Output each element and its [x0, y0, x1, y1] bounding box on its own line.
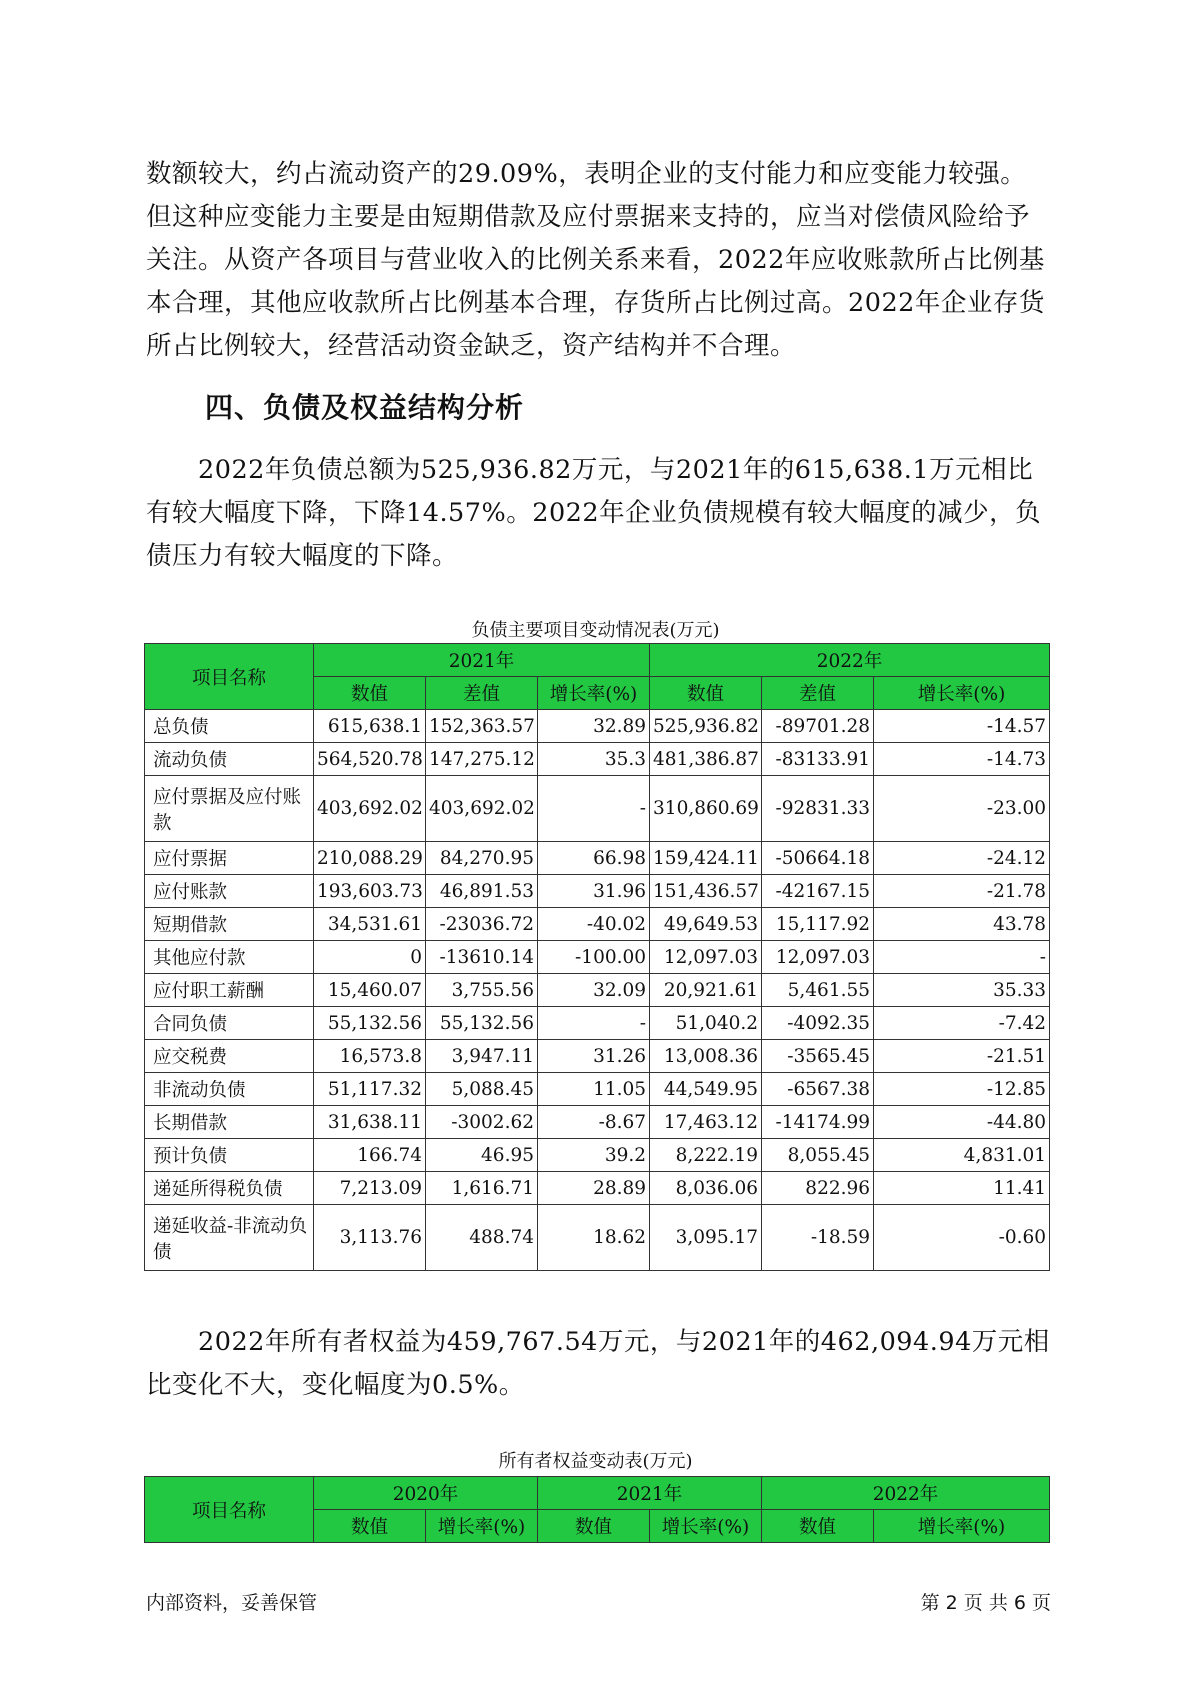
- table-row: [145, 908, 1050, 941]
- table-cell: 20,921.61: [650, 974, 762, 1007]
- column-header: 增长率(%): [874, 677, 1050, 710]
- row-label: 应付票据及应付账款: [145, 776, 314, 842]
- table-cell: -44.80: [874, 1106, 1050, 1139]
- table-cell: 3,755.56: [426, 974, 538, 1007]
- table-cell: -23.00: [874, 776, 1050, 842]
- table-cell: 55,132.56: [314, 1007, 426, 1040]
- table-cell: 28.89: [538, 1172, 650, 1205]
- row-label: 合同负债: [145, 1007, 314, 1040]
- table-cell: 159,424.11: [650, 842, 762, 875]
- table-cell: -8.67: [538, 1106, 650, 1139]
- column-header: 项目名称: [145, 644, 314, 710]
- table-cell: 8,055.45: [762, 1139, 874, 1172]
- body-paragraph: 数额较大，约占流动资产的29.09%，表明企业的支付能力和应变能力较强。但这种应变能力主要是由短期借款及应付票据来支持的，应当对偿债风险给予关注。从资产各项目与营业收入的比例关系来看，2022年应收账款所占比例基本合理，其他应收款所占比例基本合理，存货所占比例过高。2022年企业存货所占比例较大，经营活动资金缺乏，资产结构并不合理。: [146, 159, 1045, 361]
- equity-table: [144, 1476, 1050, 1543]
- table-cell: 12,097.03: [650, 941, 762, 974]
- table-cell: 310,860.69: [650, 776, 762, 842]
- table-cell: 5,461.55: [762, 974, 874, 1007]
- section-heading: 四、负债及权益结构分析: [205, 391, 525, 424]
- column-header: 数值: [650, 677, 762, 710]
- table-cell: 32.89: [538, 710, 650, 743]
- table-cell: 51,040.2: [650, 1007, 762, 1040]
- table-cell: 49,649.53: [650, 908, 762, 941]
- table-cell: 3,095.17: [650, 1205, 762, 1271]
- table-cell: 46.95: [426, 1139, 538, 1172]
- table-cell: 7,213.09: [314, 1172, 426, 1205]
- table-cell: -21.51: [874, 1040, 1050, 1073]
- row-label: 总负债: [145, 710, 314, 743]
- column-header: 2021年: [538, 1477, 762, 1510]
- table-cell: 152,363.57: [426, 710, 538, 743]
- table-row: [145, 974, 1050, 1007]
- table-cell: -42167.15: [762, 875, 874, 908]
- table-cell: 51,117.32: [314, 1073, 426, 1106]
- table-cell: 32.09: [538, 974, 650, 1007]
- table-cell: -21.78: [874, 875, 1050, 908]
- table-caption: 负债主要项目变动情况表(万元): [471, 620, 720, 641]
- table-cell: -14174.99: [762, 1106, 874, 1139]
- table-row: [145, 941, 1050, 974]
- table-row: [145, 710, 1050, 743]
- column-header: 数值: [314, 677, 426, 710]
- table-row: [145, 1106, 1050, 1139]
- table-cell: 615,638.1: [314, 710, 426, 743]
- table-cell: -3002.62: [426, 1106, 538, 1139]
- column-header: 2021年: [314, 644, 650, 677]
- column-header: 数值: [538, 1510, 650, 1543]
- table-cell: 11.05: [538, 1073, 650, 1106]
- column-header: 数值: [762, 1510, 874, 1543]
- table-row: [145, 842, 1050, 875]
- column-header: 增长率(%): [538, 677, 650, 710]
- table-cell: 13,008.36: [650, 1040, 762, 1073]
- table-cell: -12.85: [874, 1073, 1050, 1106]
- table-cell: -14.73: [874, 743, 1050, 776]
- footer-note: 内部资料，妥善保管: [146, 1592, 318, 1614]
- table-cell: -83133.91: [762, 743, 874, 776]
- table-cell: 31.96: [538, 875, 650, 908]
- table-cell: -: [538, 1007, 650, 1040]
- table-cell: 66.98: [538, 842, 650, 875]
- row-label: 应付职工薪酬: [145, 974, 314, 1007]
- table-row: [145, 1139, 1050, 1172]
- table-row: [145, 743, 1050, 776]
- row-label: 递延收益-非流动负债: [145, 1205, 314, 1271]
- table-cell: 193,603.73: [314, 875, 426, 908]
- column-header: 增长率(%): [650, 1510, 762, 1543]
- table-cell: 15,117.92: [762, 908, 874, 941]
- table-cell: 8,222.19: [650, 1139, 762, 1172]
- table-row: [145, 1073, 1050, 1106]
- table-cell: -40.02: [538, 908, 650, 941]
- table-cell: 31.26: [538, 1040, 650, 1073]
- table-cell: 0: [314, 941, 426, 974]
- table-row: [145, 1205, 1050, 1271]
- table-cell: -0.60: [874, 1205, 1050, 1271]
- table-cell: 8,036.06: [650, 1172, 762, 1205]
- table-cell: 39.2: [538, 1139, 650, 1172]
- row-label: 流动负债: [145, 743, 314, 776]
- table-cell: -: [874, 941, 1050, 974]
- table-cell: -92831.33: [762, 776, 874, 842]
- column-header: 2022年: [650, 644, 1050, 677]
- table-cell: 35.3: [538, 743, 650, 776]
- table-cell: 3,947.11: [426, 1040, 538, 1073]
- table-cell: -4092.35: [762, 1007, 874, 1040]
- table-cell: -: [538, 776, 650, 842]
- table-cell: 481,386.87: [650, 743, 762, 776]
- table-cell: 210,088.29: [314, 842, 426, 875]
- table-cell: 822.96: [762, 1172, 874, 1205]
- table-cell: 151,436.57: [650, 875, 762, 908]
- table-row: [145, 1040, 1050, 1073]
- table-row: [145, 1007, 1050, 1040]
- table-row: [145, 875, 1050, 908]
- table-cell: -24.12: [874, 842, 1050, 875]
- column-header: 数值: [314, 1510, 426, 1543]
- column-header: 项目名称: [145, 1477, 314, 1543]
- column-header: 2022年: [762, 1477, 1050, 1510]
- table-cell: 16,573.8: [314, 1040, 426, 1073]
- table-cell: 55,132.56: [426, 1007, 538, 1040]
- table-cell: -100.00: [538, 941, 650, 974]
- table-cell: -14.57: [874, 710, 1050, 743]
- table-row: [145, 776, 1050, 842]
- table-cell: 18.62: [538, 1205, 650, 1271]
- liabilities-table: [144, 643, 1050, 1271]
- table-cell: 403,692.02: [314, 776, 426, 842]
- table-cell: 4,831.01: [874, 1139, 1050, 1172]
- column-header: 增长率(%): [426, 1510, 538, 1543]
- row-label: 预计负债: [145, 1139, 314, 1172]
- table-cell: -7.42: [874, 1007, 1050, 1040]
- table-cell: 3,113.76: [314, 1205, 426, 1271]
- row-label: 其他应付款: [145, 941, 314, 974]
- table-cell: -23036.72: [426, 908, 538, 941]
- row-label: 应付票据: [145, 842, 314, 875]
- page-number: 第 2 页 共 6 页: [920, 1592, 1051, 1614]
- table-cell: -6567.38: [762, 1073, 874, 1106]
- table-cell: 166.74: [314, 1139, 426, 1172]
- table-cell: 15,460.07: [314, 974, 426, 1007]
- table-cell: 17,463.12: [650, 1106, 762, 1139]
- column-header: 增长率(%): [874, 1510, 1050, 1543]
- body-paragraph: 2022年所有者权益为459,767.54万元，与2021年的462,094.94万元相比变化不大，变化幅度为0.5%。: [146, 1327, 1050, 1400]
- column-header: 2020年: [314, 1477, 538, 1510]
- table-cell: 44,549.95: [650, 1073, 762, 1106]
- table-cell: 12,097.03: [762, 941, 874, 974]
- table-cell: 11.41: [874, 1172, 1050, 1205]
- row-label: 应交税费: [145, 1040, 314, 1073]
- row-label: 应付账款: [145, 875, 314, 908]
- table-cell: 43.78: [874, 908, 1050, 941]
- table-cell: 525,936.82: [650, 710, 762, 743]
- table-cell: 84,270.95: [426, 842, 538, 875]
- table-cell: -50664.18: [762, 842, 874, 875]
- table-cell: 46,891.53: [426, 875, 538, 908]
- table-cell: 403,692.02: [426, 776, 538, 842]
- table-cell: 31,638.11: [314, 1106, 426, 1139]
- table-cell: 488.74: [426, 1205, 538, 1271]
- table-cell: 147,275.12: [426, 743, 538, 776]
- table-cell: 34,531.61: [314, 908, 426, 941]
- row-label: 长期借款: [145, 1106, 314, 1139]
- table-cell: 5,088.45: [426, 1073, 538, 1106]
- table-cell: -13610.14: [426, 941, 538, 974]
- table-cell: 564,520.78: [314, 743, 426, 776]
- row-label: 递延所得税负债: [145, 1172, 314, 1205]
- table-cell: 1,616.71: [426, 1172, 538, 1205]
- body-paragraph: 2022年负债总额为525,936.82万元，与2021年的615,638.1万元相比有较大幅度下降，下降14.57%。2022年企业负债规模有较大幅度的减少，负债压力有较大幅度的下降。: [146, 455, 1042, 571]
- table-cell: 35.33: [874, 974, 1050, 1007]
- row-label: 非流动负债: [145, 1073, 314, 1106]
- table-cell: -89701.28: [762, 710, 874, 743]
- row-label: 短期借款: [145, 908, 314, 941]
- column-header: 差值: [762, 677, 874, 710]
- table-cell: -18.59: [762, 1205, 874, 1271]
- table-cell: -3565.45: [762, 1040, 874, 1073]
- column-header: 差值: [426, 677, 538, 710]
- table-row: [145, 1172, 1050, 1205]
- table-caption: 所有者权益变动表(万元): [498, 1451, 693, 1472]
